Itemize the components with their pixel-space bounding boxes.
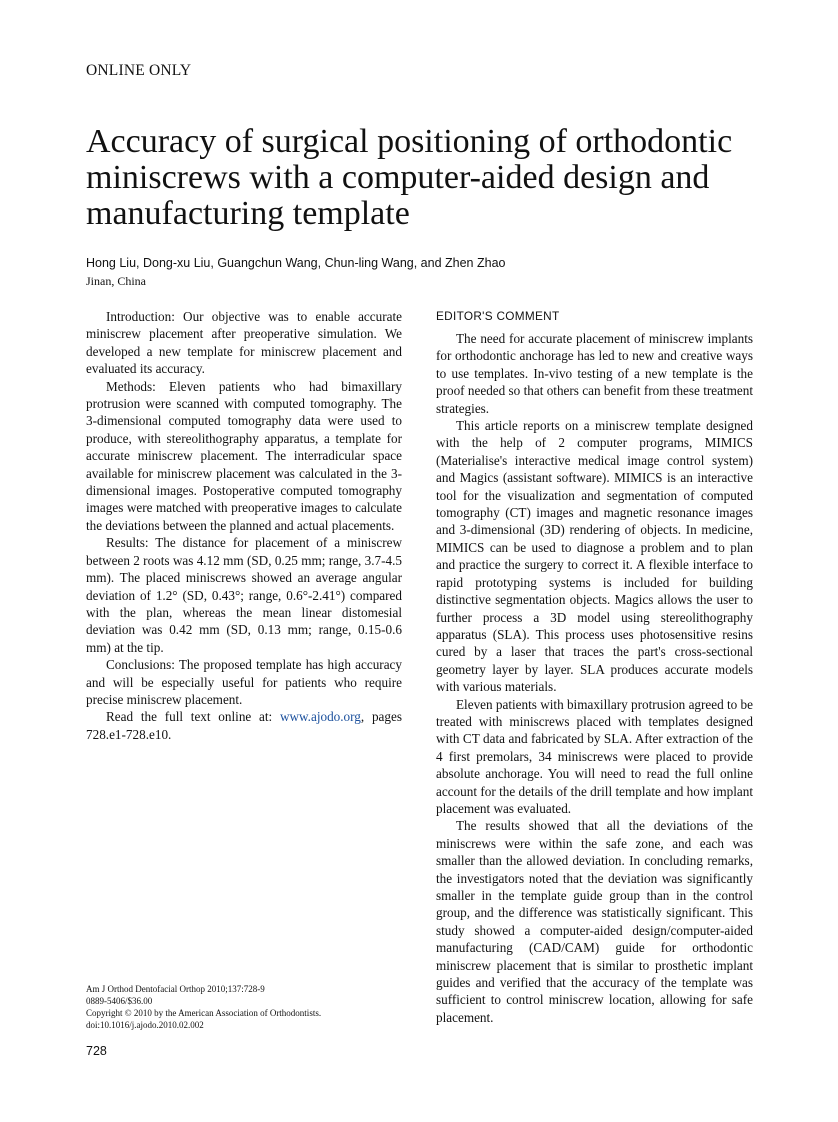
editors-comment-paragraph: Eleven patients with bimaxillary protrusion agreed to be treated with miniscrews placed with templates designed with CT data and fabricated by SLA. After extraction of the 4 first premolars, 34 miniscrews were placed to provide absolute anchorage. You will need to read the full online account for the details of the drill template and how implant placement was evaluated. bbox=[436, 696, 754, 816]
issn: 0889-5406/$36.00 bbox=[86, 996, 153, 1006]
editors-comment-label: EDITOR'S COMMENT bbox=[436, 309, 560, 323]
read-full-text bbox=[86, 708, 402, 743]
copyright: Copyright © 2010 by the American Association of Orthodontists. bbox=[86, 1008, 322, 1018]
abstract-results: Results: The distance for placement of a miniscrew between 2 roots was 4.12 mm (SD, 0.25 mm; range, 3.7-4.5 mm). The placed miniscrews showed an average angular deviation of 1.2° (SD, 0.43°; range, 0.6°-2.41°) compared with the plan, whereas the mean linear distomesial deviation was 0.42 mm (SD, 0.13 mm; range, 0.15-0.6 mm) at the tip. bbox=[86, 535, 402, 655]
section-label: ONLINE ONLY bbox=[86, 62, 192, 79]
doi: doi:10.1016/j.ajodo.2010.02.002 bbox=[86, 1020, 204, 1030]
author-list: Hong Liu, Dong-xu Liu, Guangchun Wang, Chun-ling Wang, and Zhen Zhao bbox=[86, 256, 506, 270]
journal-link[interactable]: www.ajodo.org bbox=[279, 709, 361, 725]
read-more-prefix: Read the full text online at: bbox=[106, 709, 280, 725]
author-location: Jinan, China bbox=[86, 274, 146, 288]
editors-comment-paragraph: The results showed that all the deviations of the miniscrews were within the safe zone, and each was smaller than the allowed deviation. In concluding remarks, the investigators noted that the deviation was significantly smaller in the template guide group than in the control group, and the difference was statistically significant. This study showed a computer-aided design/computer-aided manufacturing (CAD/CAM) guide for orthodontic miniscrew placement that is similar to prosthetic implant guides and verified that the accuracy of the template was sufficient to control miniscrew location, allowing for safe placement. bbox=[436, 818, 753, 1025]
editors-comment-column bbox=[436, 308, 753, 1026]
citation-footer bbox=[86, 983, 406, 1031]
abstract-column bbox=[86, 308, 402, 743]
editors-comment-paragraph: This article reports on a miniscrew template designed with the help of 2 computer programs, MIMICS (Materialise's interactive medical image control system) and Magics (assistant software). MIMICS is an interactive tool for the visualization and segmentation of computed tomography (CT) images and magnetic resonance images and 3-dimensional (3D) rendering of objects. In medicine, MIMICS can be used to diagnose a problem and to plan and practice the surgery to correct it. A flexible interface to rapid prototyping systems is included for building distinctive segmentation objects. Magics allows the user to further process a 3D model using stereolithography apparatus (SLA). This process uses photosensitive resins cured by a laser that traces the part's cross-sectional geometry layer by layer. SLA produces accurate models with various materials. bbox=[436, 418, 753, 695]
abstract-conclusions: Conclusions: The proposed template has high accuracy and will be especially useful for patients who require precise miniscrew placement. bbox=[86, 657, 402, 707]
read-more-suffix: , pages 728.e1-728.e10. bbox=[86, 709, 402, 742]
editors-comment-paragraph: The need for accurate placement of miniscrew implants for orthodontic anchorage has led to new and creative ways to use templates. In-vivo testing of a new template is the proof needed so that others can benefit from these treatment strategies. bbox=[436, 331, 753, 416]
page-number: 728 bbox=[86, 1044, 107, 1058]
abstract-methods: Methods: Eleven patients who had bimaxillary protrusion were scanned with computed tomography. The 3-dimensional computed tomography data were used to produce, with stereolithography apparatus, a template for accurate miniscrew placement. The interradicular space available for miniscrew placement was calculated in the 3-dimensional images. Postoperative computed tomography images were matched with preoperative images to calculate the deviations between the planned and actual placements. bbox=[86, 378, 402, 533]
abstract-introduction: Introduction: Our objective was to enable accurate miniscrew placement after preoperative simulation. We developed a new template for miniscrew placement and evaluated its accuracy. bbox=[86, 309, 402, 377]
article-title: Accuracy of surgical positioning of orthodontic miniscrews with a computer-aided design and manufacturing template bbox=[86, 123, 733, 232]
journal-citation: Am J Orthod Dentofacial Orthop 2010;137:728-9 bbox=[86, 984, 265, 994]
